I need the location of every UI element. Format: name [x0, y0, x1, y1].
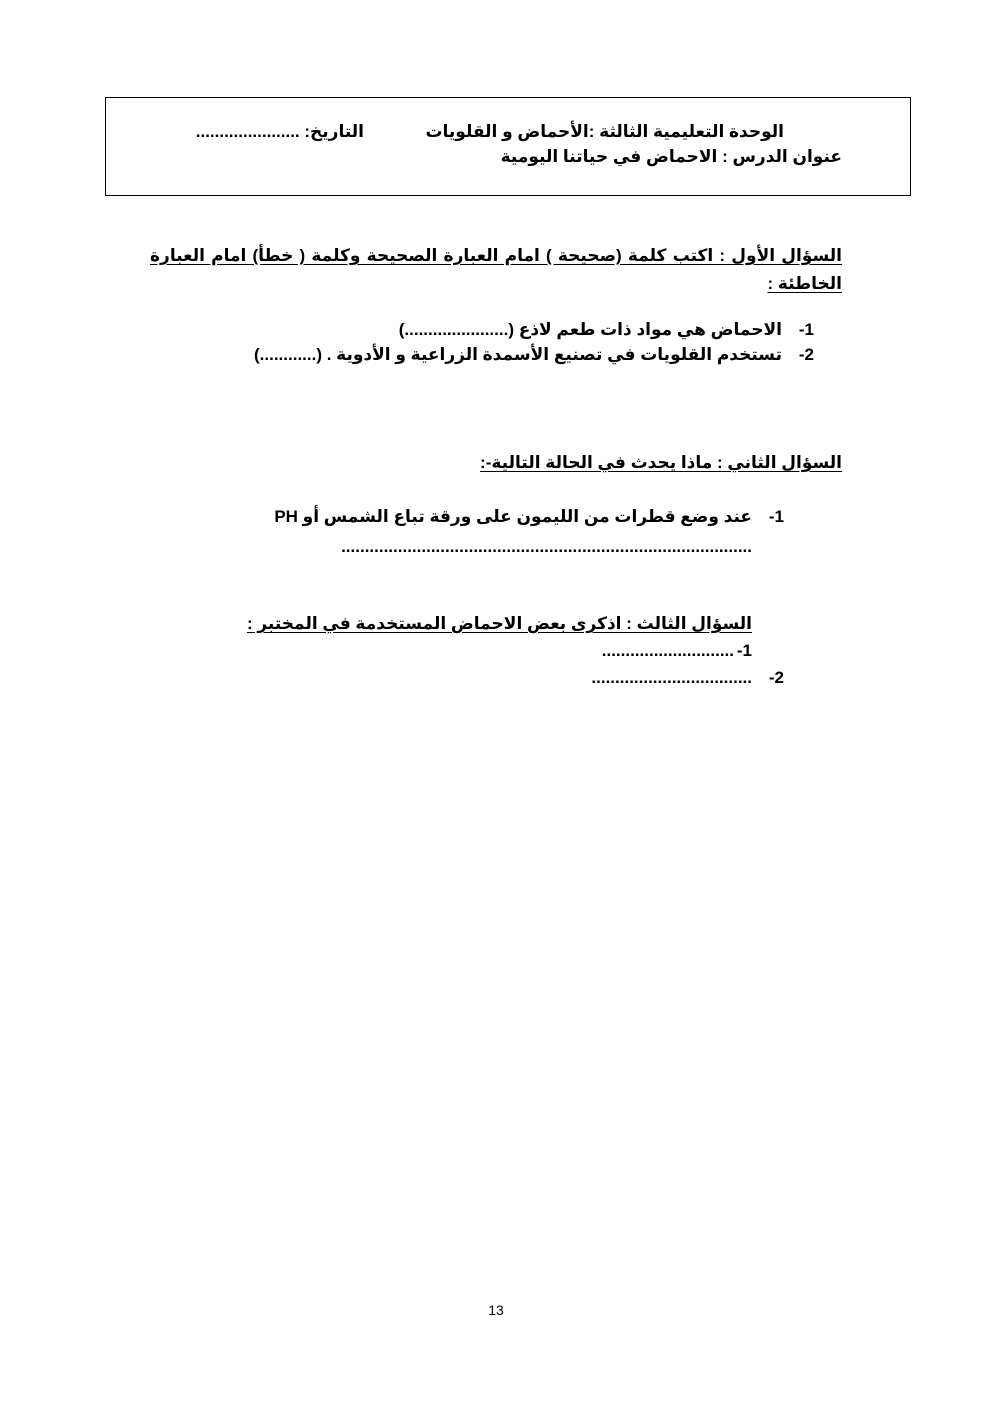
unit-title: الوحدة التعليمية الثالثة :الأحماض و القلويات	[425, 122, 784, 141]
page-number: 13	[488, 1302, 504, 1318]
question1-item-number: 1-	[798, 320, 814, 339]
question1-item-text: تستخدم القلويات في تصنيع الأسمدة الزراعية و الأدوية . (............)	[254, 345, 782, 364]
question1-title-continued: الخاطئة :	[767, 274, 842, 293]
question1-title: السؤال الأول : اكتب كلمة (صحيحة ) امام العبارة الصحيحة وكلمة ( خطأ) امام العبارة	[150, 246, 842, 265]
question3-item-answer: ............................	[601, 641, 734, 660]
question3-title: السؤال الثالث : اذكرى بعض الاحماض المستخدمة في المختبر :	[246, 614, 752, 633]
question2-item-text: عند وضع قطرات من الليمون على ورقة تباع الشمس أو PH	[274, 507, 752, 526]
question3-item-answer: ..................................	[591, 668, 752, 687]
question1-item-text: الاحماض هي مواد ذات طعم لاذع (......................)	[398, 320, 782, 339]
lesson-title: عنوان الدرس : الاحماض في حياتنا اليومية	[500, 147, 842, 166]
question2-item-number: 1-	[768, 507, 784, 526]
question2-title: السؤال الثاني : ماذا يحدث في الحالة التالية-:	[480, 453, 842, 472]
question3-item-number: 2-	[768, 668, 784, 687]
date-field: التاريخ: ......................	[195, 122, 364, 141]
question1-item-number: 2-	[798, 345, 814, 364]
question2-answer-line: .......................................................................................	[341, 537, 752, 556]
question3-item-number: 1-	[736, 641, 752, 660]
